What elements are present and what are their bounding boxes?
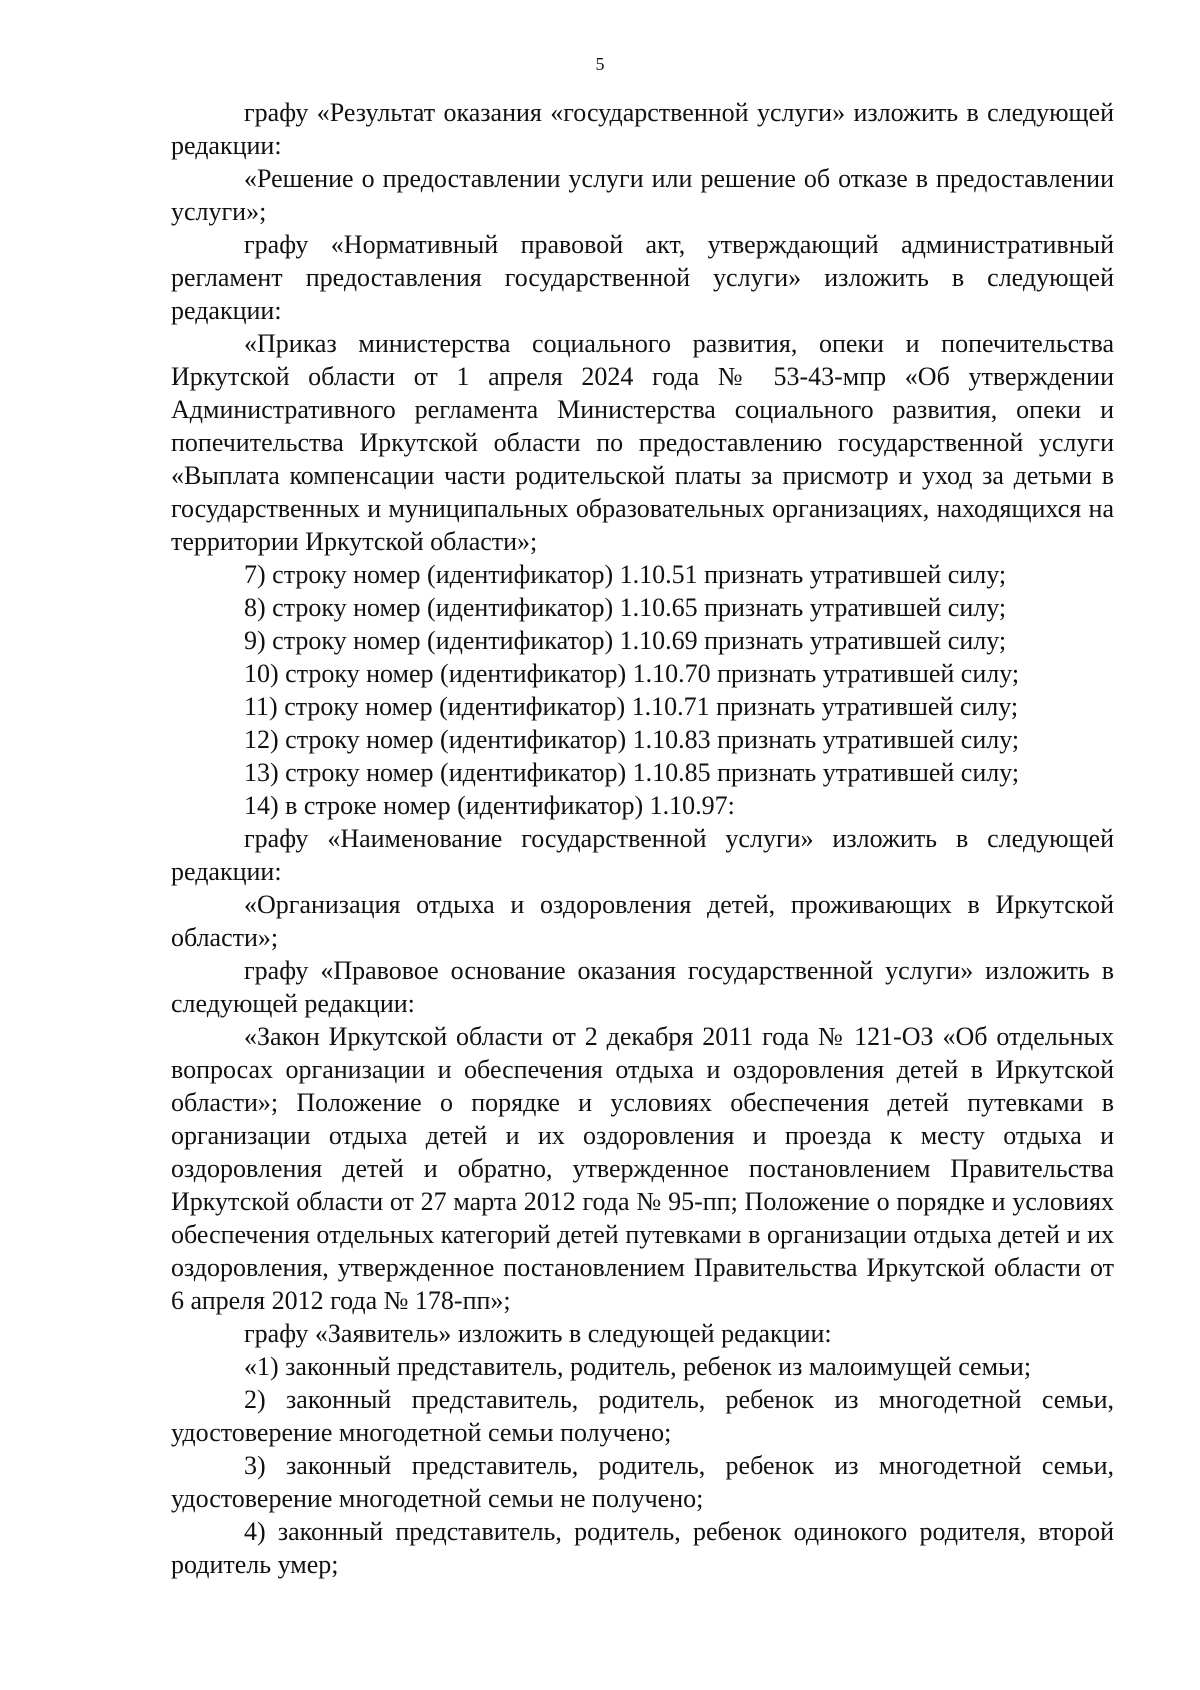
list-item-14: 14) в строке номер (идентификатор) 1.10.97:	[244, 791, 735, 820]
list-item-8: 8) строку номер (идентификатор) 1.10.65 признать утратившей силу;	[244, 593, 1007, 622]
applicant-item-3: 3) законный представитель, родитель, ребенок из многодетной семьи, удостоверение многодетной семьи не получено;	[171, 1451, 1114, 1513]
paragraph-name-column: графу «Наименование государственной услуги» изложить в следующей редакции:	[171, 824, 1114, 886]
list-item-12: 12) строку номер (идентификатор) 1.10.83 признать утратившей силу;	[244, 725, 1020, 754]
paragraph-applicant-column: графу «Заявитель» изложить в следующей редакции:	[244, 1319, 832, 1348]
paragraph-name-value: «Организация отдыха и оздоровления детей, проживающих в Иркутской области»;	[171, 890, 1114, 952]
paragraph-regulation-column: графу «Нормативный правовой акт, утверждающий административный регламент предоставления государственной услуги» изложить в следующей редакции:	[171, 230, 1114, 325]
page-number: 5	[595, 54, 605, 74]
document-body	[171, 96, 1114, 1581]
list-item-7: 7) строку номер (идентификатор) 1.10.51 признать утратившей силу;	[244, 560, 1007, 589]
list-item-9: 9) строку номер (идентификатор) 1.10.69 признать утратившей силу;	[244, 626, 1007, 655]
list-item-13: 13) строку номер (идентификатор) 1.10.85 признать утратившей силу;	[244, 758, 1020, 787]
paragraph-result-column: графу «Результат оказания «государственной услуги» изложить в следующей редакции:	[171, 98, 1114, 160]
list-item-11: 11) строку номер (идентификатор) 1.10.71 признать утратившей силу;	[244, 692, 1019, 721]
paragraph-legal-basis-column: графу «Правовое основание оказания государственной услуги» изложить в следующей редакции:	[171, 956, 1114, 1018]
paragraph-regulation-value: «Приказ министерства социального развития, опеки и попечительства Иркутской области от 1 апреля 2024 года № 53-43-мпр «Об утверждении Административного регламента Министерства социального развития, опеки и попечительства Иркутской области по предоставлению государственной услуги «Выплата компенсации части родительской платы за присмотр и уход за детьми в государственных и муниципальных образовательных организациях, находящихся на территории Иркутской области»;	[171, 329, 1114, 556]
paragraph-legal-basis-value: «Закон Иркутской области от 2 декабря 2011 года № 121-ОЗ «Об отдельных вопросах организации и обеспечения отдыха и оздоровления детей в Иркутской области»; Положение о порядке и условиях обеспечения детей путевками в организации отдыха детей и их оздоровления и проезда к месту отдыха и оздоровления детей и обратно, утвержденное постановлением Правительства Иркутской области от 27 марта 2012 года № 95-пп; Положение о порядке и условиях обеспечения отдельных категорий детей путевками в организации отдыха детей и их оздоровления, утвержденное постановлением Правительства Иркутской области от 6 апреля 2012 года № 178-пп»;	[171, 1022, 1114, 1315]
applicant-item-4: 4) законный представитель, родитель, ребенок одинокого родителя, второй родитель умер;	[171, 1517, 1114, 1579]
applicant-item-2: 2) законный представитель, родитель, ребенок из многодетной семьи, удостоверение многодетной семьи получено;	[171, 1385, 1114, 1447]
paragraph-result-value: «Решение о предоставлении услуги или решение об отказе в предоставлении услуги»;	[171, 164, 1114, 226]
list-item-10: 10) строку номер (идентификатор) 1.10.70 признать утратившей силу;	[244, 659, 1020, 688]
applicant-item-1: «1) законный представитель, родитель, ребенок из малоимущей семьи;	[244, 1352, 1032, 1381]
